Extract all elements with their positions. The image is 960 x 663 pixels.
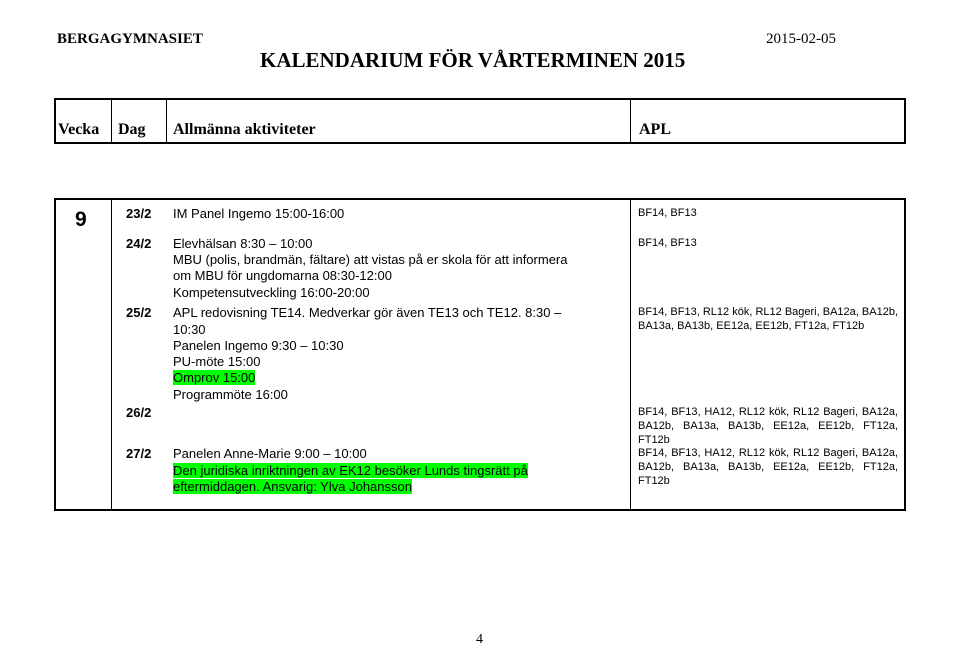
activity-line bbox=[173, 370, 255, 385]
activity-line: Panelen Ingemo 9:30 – 10:30 bbox=[173, 338, 344, 353]
activity-line bbox=[173, 463, 528, 478]
column-header-day: Dag bbox=[118, 121, 146, 138]
apl-groups: BF14, BF13 bbox=[638, 207, 697, 219]
day-label: 25/2 bbox=[126, 305, 152, 320]
day-label: 23/2 bbox=[126, 206, 152, 221]
column-divider bbox=[111, 98, 112, 144]
highlighted-text: Omprov 15:00 bbox=[173, 370, 256, 385]
highlighted-text: Den juridiska inriktningen av EK12 besöker Lunds tingsrätt på bbox=[173, 463, 528, 478]
column-header-week: Vecka bbox=[58, 121, 100, 138]
page-title: KALENDARIUM FÖR VÅRTERMINEN 2015 bbox=[260, 48, 686, 72]
column-header-activities: Allmänna aktiviteter bbox=[173, 121, 316, 138]
apl-groups: BF14, BF13, HA12, RL12 kök, RL12 Bageri, BA12a, BA12b, BA13a, BA13b, EE12a, EE12b, FT12a, FT12b bbox=[638, 447, 898, 487]
column-divider bbox=[111, 198, 112, 511]
school-name: BERGAGYMNASIET bbox=[57, 31, 203, 47]
activity-line: Elevhälsan 8:30 – 10:00 bbox=[173, 236, 313, 251]
activity-line: MBU (polis, brandmän, fältare) att vistas på er skola för att informera bbox=[173, 252, 568, 267]
column-divider bbox=[166, 98, 167, 144]
activity-line: APL redovisning TE14. Medverkar gör även TE13 och TE12. 8:30 – bbox=[173, 305, 562, 320]
day-label: 27/2 bbox=[126, 446, 152, 461]
activity-line: IM Panel Ingemo 15:00-16:00 bbox=[173, 206, 345, 221]
week-number: 9 bbox=[75, 208, 87, 231]
apl-groups: BF14, BF13 bbox=[638, 237, 697, 249]
highlighted-text: eftermiddagen. Ansvarig: Ylva Johansson bbox=[173, 479, 412, 494]
activity-line bbox=[173, 479, 412, 494]
day-label: 26/2 bbox=[126, 405, 152, 420]
day-label: 24/2 bbox=[126, 236, 152, 251]
activity-line: Panelen Anne-Marie 9:00 – 10:00 bbox=[173, 446, 367, 461]
column-divider bbox=[630, 98, 631, 144]
column-divider bbox=[630, 198, 631, 511]
document-date: 2015-02-05 bbox=[766, 31, 836, 47]
page-number: 4 bbox=[476, 632, 483, 647]
activity-line: Programmöte 16:00 bbox=[173, 387, 288, 402]
activity-line: Kompetensutveckling 16:00-20:00 bbox=[173, 285, 370, 300]
activity-line: om MBU för ungdomarna 08:30-12:00 bbox=[173, 268, 392, 283]
column-header-apl: APL bbox=[639, 121, 671, 138]
activity-line: 10:30 bbox=[173, 322, 206, 337]
apl-groups: BF14, BF13, HA12, RL12 kök, RL12 Bageri, BA12a, BA12b, BA13a, BA13b, EE12a, EE12b, FT12a, FT12b bbox=[638, 406, 898, 446]
apl-groups: BF14, BF13, RL12 kök, RL12 Bageri, BA12a, BA12b, BA13a, BA13b, EE12a, EE12b, FT12a, FT12b bbox=[638, 306, 898, 332]
activity-line: PU-möte 15:00 bbox=[173, 354, 261, 369]
